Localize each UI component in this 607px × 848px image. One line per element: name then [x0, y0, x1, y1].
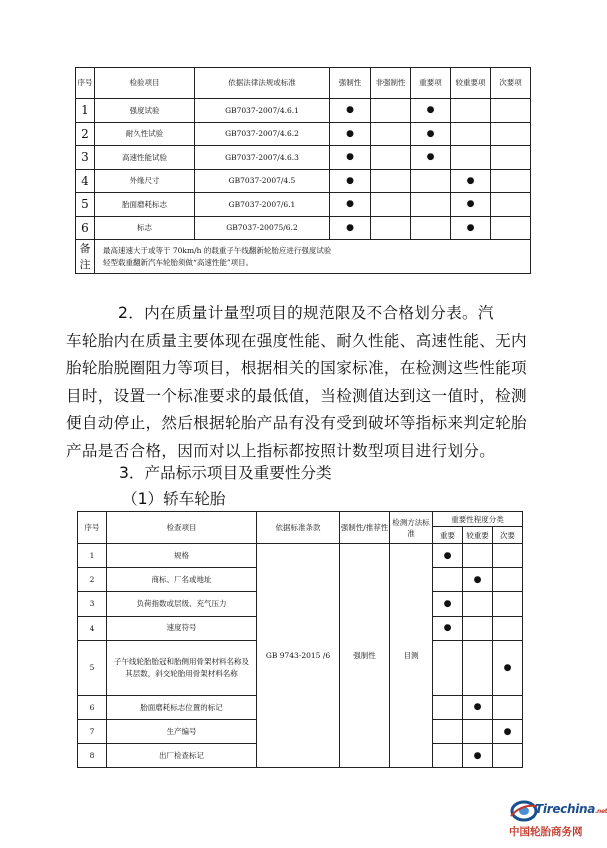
- row-item: 商标、厂名或地址: [107, 568, 257, 592]
- row-item: 高速性能试验: [95, 146, 195, 170]
- t2-header-method: 检测方法标准: [390, 512, 433, 544]
- mandatory-mark: ●: [330, 169, 371, 193]
- row-no: 1: [76, 99, 95, 123]
- note-row: [76, 240, 531, 274]
- row-item: 耐久性试验: [95, 122, 195, 146]
- note-text: [95, 240, 531, 274]
- minor-mark: ●: [493, 719, 523, 743]
- header-mandatory: 强制性: [330, 68, 371, 99]
- header-item: 检验项目: [95, 68, 195, 99]
- minor-mark: ●: [493, 640, 523, 695]
- mid-important-mark: ●: [463, 695, 493, 719]
- t2-header-important: 重要: [433, 527, 463, 544]
- row-item: 子午线轮胎胎冠和胎侧用骨架材料名称及其层数，斜交轮胎用骨架材料名称: [107, 640, 257, 695]
- row-standard: GB7037-2007/4.6.3: [195, 146, 330, 170]
- row-item: 生产编号: [107, 719, 257, 743]
- important-mark: ●: [411, 122, 451, 146]
- row-standard: GB7037-2007/4.6.1: [195, 99, 330, 123]
- t2-header-item: 检查项目: [107, 512, 257, 544]
- row-item: 出厂检查标记: [107, 744, 257, 768]
- note-label: 备注: [76, 240, 95, 274]
- table-row: [76, 216, 531, 240]
- table2-header-row-1: [78, 512, 523, 527]
- t2-header-minor: 次要: [493, 527, 523, 544]
- row-no: 2: [76, 122, 95, 146]
- table-row: [76, 122, 531, 146]
- t2-standard: GB 9743-2015 /6: [257, 544, 340, 768]
- row-item: 标志: [95, 216, 195, 240]
- row-no: 3: [78, 592, 107, 616]
- row-item: 负荷指数或层级、充气压力: [107, 592, 257, 616]
- row-standard: GB7037-20075/6.2: [195, 216, 330, 240]
- t2-header-no: 序号: [78, 512, 107, 544]
- mandatory-mark: ●: [330, 122, 371, 146]
- table-row: [76, 193, 531, 217]
- t2-header-level: 重要性程度分类: [433, 512, 523, 527]
- mid-important-mark: ●: [451, 193, 491, 217]
- row-item: 外缘尺寸: [95, 169, 195, 193]
- row-item: 胎面磨耗标志位置的标记: [107, 695, 257, 719]
- row-item: 速度符号: [107, 616, 257, 640]
- table-row: [76, 146, 531, 170]
- important-mark: ●: [433, 616, 463, 640]
- subsection-heading: （1）轿车轮胎: [122, 490, 226, 508]
- t2-header-mid: 较重要: [463, 527, 493, 544]
- row-item: 规格: [107, 544, 257, 568]
- important-mark: ●: [411, 146, 451, 170]
- row-no: 5: [76, 193, 95, 217]
- note-line-2: 轻型载重翻新汽车轮胎须做“高速性能”项目。: [103, 257, 254, 267]
- important-mark: ●: [433, 592, 463, 616]
- paragraph-2-body: 车轮胎内在质量主要体现在强度性能、耐久性能、高速性能、无内胎轮胎脱圈阻力等项目，根据相关的国家标准，在检测这些性能项目时，设置一个标准要求的最低值，当检测值达到这一值时，检测便自动停止，然后根据轮胎产品有没有受到破坏等指标来判定轮胎产品是否合格，因而对以上指标都按照计数型项目进行划分。: [66, 331, 527, 460]
- paragraph-2-first-line: 2．内在质量计量型项目的规范限及不合格划分表。汽: [118, 304, 494, 322]
- row-no: 4: [76, 169, 95, 193]
- row-no: 6: [78, 695, 107, 719]
- mid-important-mark: ●: [451, 169, 491, 193]
- row-no: 5: [78, 640, 107, 695]
- row-item: 强度试验: [95, 99, 195, 123]
- table-header-row: [76, 68, 531, 99]
- mandatory-mark: ●: [330, 216, 371, 240]
- important-mark: ●: [433, 544, 463, 568]
- important-mark: ●: [411, 99, 451, 123]
- header-standard: 依据法律法规或标准: [195, 68, 330, 99]
- section-heading-3: 3．产品标示项目及重要性分类: [119, 464, 332, 482]
- t2-header-force: 强制性/推荐性: [340, 512, 390, 544]
- row-no: 6: [76, 216, 95, 240]
- row-no: 4: [78, 616, 107, 640]
- table-row: [76, 99, 531, 123]
- mid-important-mark: ●: [451, 216, 491, 240]
- inspection-table-2: [77, 511, 523, 768]
- logo-chinese-name: 中国轮胎商务网: [509, 826, 583, 838]
- paragraph-2: [66, 300, 528, 466]
- row-standard: GB7037-2007/4.5: [195, 169, 330, 193]
- t2-method: 目测: [390, 544, 433, 768]
- tirechina-logo: [505, 800, 607, 842]
- logo-brand: Tirechina.net: [535, 802, 607, 816]
- inspection-table-1: [75, 67, 531, 274]
- t2-force: 强制性: [340, 544, 390, 768]
- row-no: 3: [76, 146, 95, 170]
- row-no: 1: [78, 544, 107, 568]
- row-standard: GB7037-2007/6.1: [195, 193, 330, 217]
- mandatory-mark: ●: [330, 193, 371, 217]
- header-mid-important: 较重要项: [451, 68, 491, 99]
- mandatory-mark: ●: [330, 99, 371, 123]
- header-non-mandatory: 非强制性: [371, 68, 411, 99]
- header-important: 重要项: [411, 68, 451, 99]
- header-no: 序号: [76, 68, 95, 99]
- row-no: 7: [78, 719, 107, 743]
- note-line-1: 最高速速大于或等于 70km/h 的载重子午线翻新轮胎应进行强度试验: [103, 245, 332, 255]
- header-minor: 次要项: [491, 68, 531, 99]
- mid-important-mark: ●: [463, 744, 493, 768]
- mid-important-mark: ●: [463, 568, 493, 592]
- row-item: 胎面磨耗标志: [95, 193, 195, 217]
- row-no: 2: [78, 568, 107, 592]
- row-standard: GB7037-2007/4.6.2: [195, 122, 330, 146]
- mandatory-mark: ●: [330, 146, 371, 170]
- table-row: [78, 544, 523, 568]
- t2-header-standard: 依据标准条款: [257, 512, 340, 544]
- row-no: 8: [78, 744, 107, 768]
- table-row: [76, 169, 531, 193]
